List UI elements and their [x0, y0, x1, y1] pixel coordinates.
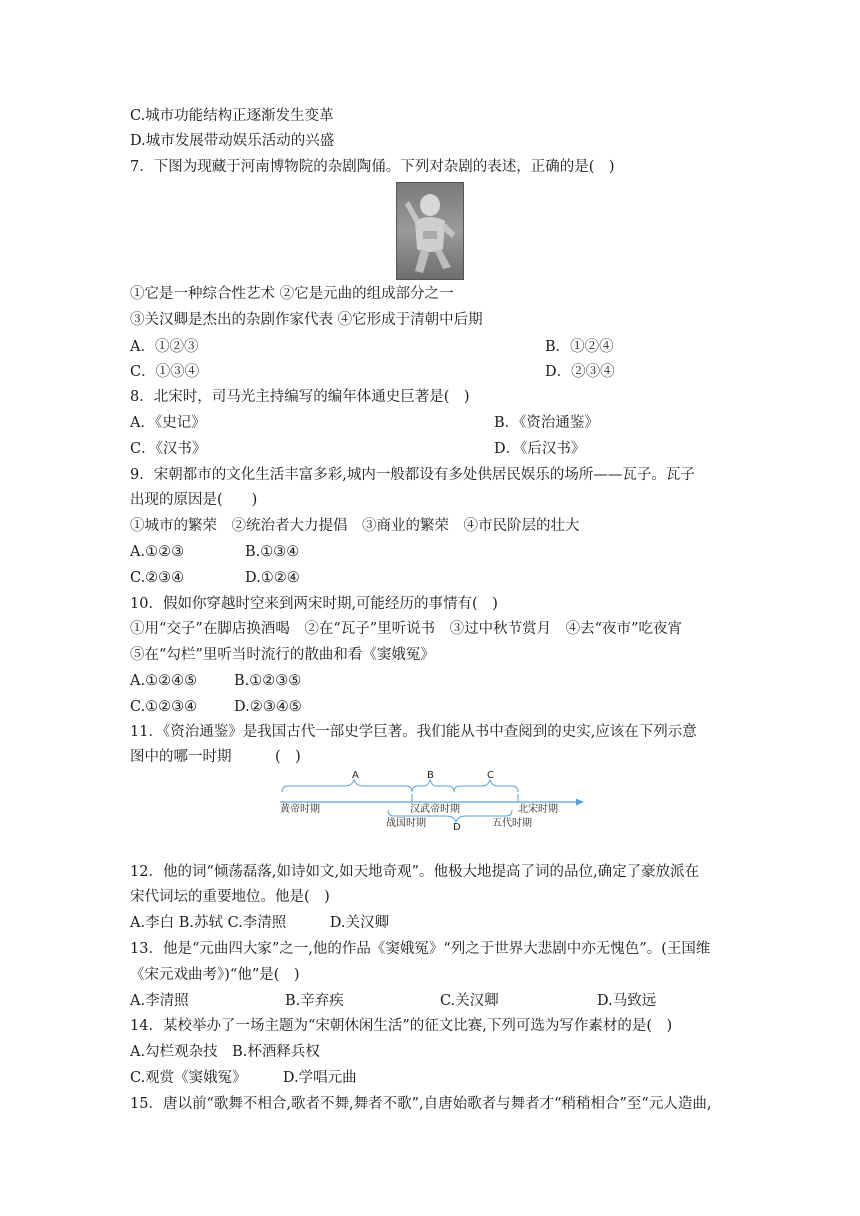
q9-option-b: B.①③④: [245, 544, 300, 560]
q10-option-a: A.①②④⑤: [130, 673, 198, 689]
q15-stem: 15．唐以前“歌舞不相合,歌者不舞,舞者不歌”,自唐始歌者与舞者才“稍稍相合”至“元人造曲,: [130, 1096, 712, 1112]
q7-option-a: A．①②③: [130, 339, 199, 355]
q13-stem-line2: 《宋元戏曲考》)“他”是( ): [130, 967, 300, 983]
q8-option-c: C．《汉书》: [130, 441, 207, 457]
timeline-zhanguo: 战国时期: [386, 818, 426, 829]
q14-stem: 14．某校举办了一场主题为“宋朝休闲生活”的征文比赛,下列可选为写作素材的是( ): [130, 1018, 673, 1034]
q11-stem-line1: 11．《资治通鉴》是我国古代一部史学巨著。我们能从书中查阅到的史实,应该在下列示意: [130, 724, 697, 740]
q9-option-c: C.②③④: [130, 570, 185, 586]
q10-stem: 10．假如你穿越时空来到两宋时期,可能经历的事情有( ): [130, 596, 498, 612]
timeline-wudai: 五代时期: [492, 818, 532, 829]
timeline-arrow-icon: [576, 799, 584, 806]
timeline-hanwudi: 汉武帝时期: [410, 804, 460, 815]
timeline-label-d: D: [453, 822, 461, 832]
timeline-label-c: C: [487, 770, 494, 781]
q9-option-d: D.①②④: [245, 570, 300, 586]
timeline-label-b: B: [427, 770, 434, 781]
q8-option-b: B．《资治通鉴》: [494, 415, 599, 431]
q6-option-d: D.城市发展带动娱乐活动的兴盛: [130, 133, 335, 149]
q9-statements: ①城市的繁荣 ②统治者大力提倡 ③商业的繁荣 ④市民阶层的壮大: [130, 518, 580, 534]
q10-statements-line2: ⑤在“勾栏”里听当时流行的散曲和看《窦娥冤》: [130, 647, 435, 663]
history-timeline-diagram: [276, 766, 596, 832]
q6-option-c: C.城市功能结构正逐渐发生变革: [130, 108, 334, 124]
q7-option-c: C．①③④: [130, 364, 200, 380]
figurine-icon: [397, 183, 463, 279]
q7-option-b: B．①②④: [545, 339, 614, 355]
q13-stem-line1: 13．他是“元曲四大家”之一,他的作品《窦娥冤》“列之于世界大悲剧中亦无愧色”。(王国维: [130, 941, 711, 957]
q7-option-d: D．②③④: [545, 364, 615, 380]
q12-stem-line1: 12．他的词“倾荡磊落,如诗如文,如天地奇观”。他极大地提高了词的品位,确定了豪放派在: [130, 864, 700, 880]
q12-stem-line2: 宋代词坛的重要地位。他是( ): [130, 889, 330, 905]
timeline-huangdi: 黄帝时期: [280, 804, 320, 815]
q10-option-c: C.①②③④: [130, 699, 198, 715]
timeline-label-a: A: [352, 770, 359, 781]
brace-b: [412, 780, 454, 792]
q10-option-d: D.②③④⑤: [234, 699, 302, 715]
q13-option-b: B.辛弃疾: [285, 993, 344, 1009]
q10-option-b: B.①②③⑤: [234, 673, 302, 689]
q13-option-c: C.关汉卿: [440, 993, 499, 1009]
q12-options: A.李白 B.苏轼 C.李清照 D.关汉卿: [130, 915, 389, 931]
q11-stem-line2: 图中的哪一时期 ( ): [130, 749, 301, 765]
brace-c: [454, 780, 518, 792]
q7-statement-1: ①它是一种综合性艺术 ②它是元曲的组成部分之一: [130, 286, 454, 302]
q8-option-a: A．《史记》: [130, 415, 206, 431]
q14-options-cd: C.观赏《窦娥冤》 D.学唱元曲: [130, 1070, 357, 1086]
q8-stem: 8．北宋时，司马光主持编写的编年体通史巨著是( ): [130, 389, 470, 405]
brace-a: [282, 780, 412, 792]
q9-option-a: A.①②③: [130, 544, 185, 560]
q7-stem: 7．下图为现藏于河南博物院的杂剧陶俑。下列对杂剧的表述，正确的是( ): [130, 159, 615, 175]
q13-option-d: D.马致远: [597, 993, 657, 1009]
q8-option-d: D．《后汉书》: [494, 441, 586, 457]
q7-statement-2: ③关汉卿是杰出的杂剧作家代表 ④它形成于清朝中后期: [130, 312, 483, 328]
q13-option-a: A.李清照: [130, 993, 189, 1009]
q10-statements-line1: ①用“交子”在脚店换酒喝 ②在“瓦子”里听说书 ③过中秋节赏月 ④去“夜市”吃夜宵: [130, 621, 682, 637]
zaju-figurine-photo: [396, 182, 464, 280]
timeline-beisong: 北宋时期: [518, 804, 558, 815]
q9-stem-line2: 出现的原因是( ): [130, 492, 258, 508]
q9-stem-line1: 9．宋朝都市的文化生活丰富多彩,城内一般都设有多处供居民娱乐的场所——瓦子。瓦子: [130, 467, 695, 483]
q14-options-ab: A.勾栏观杂技 B.杯酒释兵权: [130, 1044, 320, 1060]
